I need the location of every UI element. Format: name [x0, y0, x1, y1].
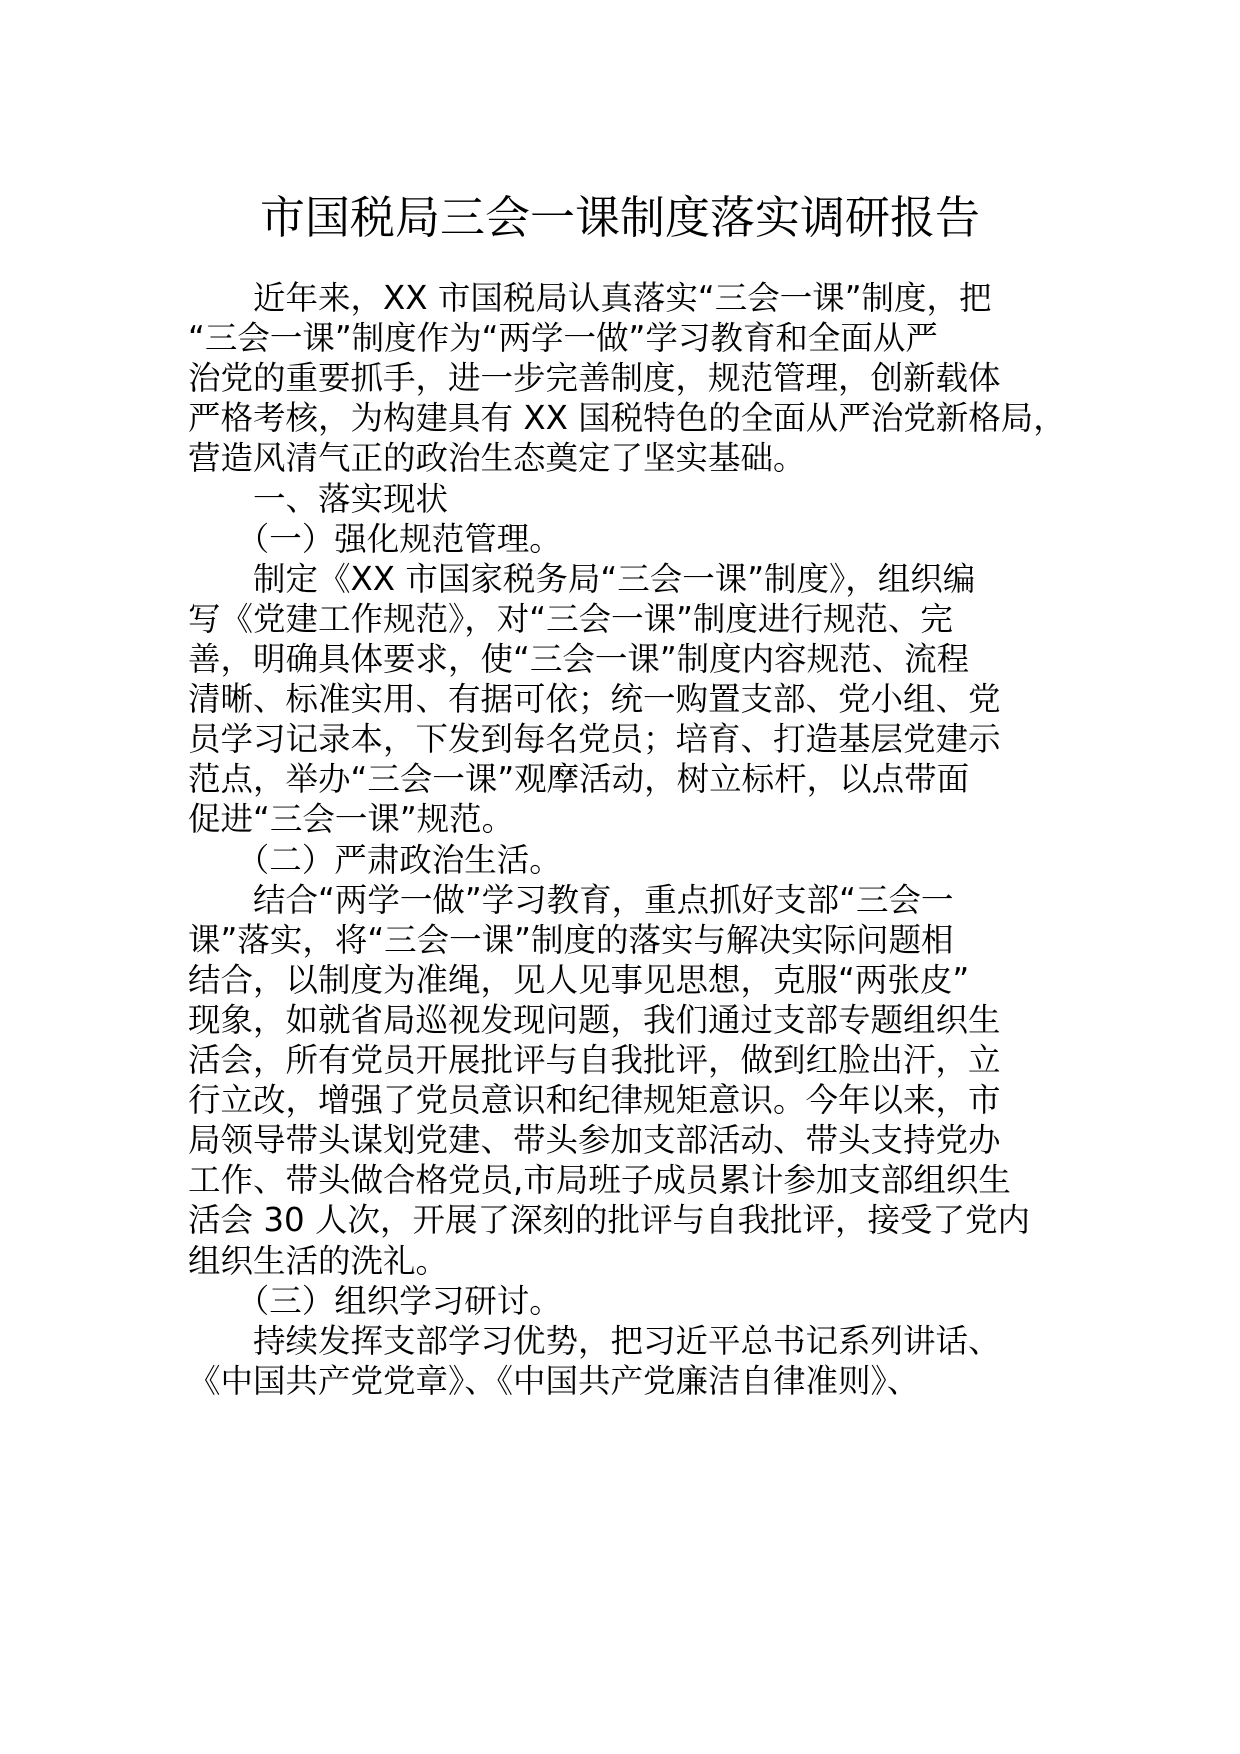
- body-line: 结合，以制度为准绳，见人见事见思想，克服“两张皮”: [188, 961, 970, 999]
- subsection-heading: （一）强化规范管理。: [188, 520, 562, 558]
- section-heading: 一、落实现状: [188, 480, 449, 518]
- body-line: 行立改，增强了党员意识和纪律规矩意识。今年以来，市: [188, 1081, 1001, 1119]
- body-line: 善，明确具体要求，使“三会一课”制度内容规范、流程: [188, 640, 970, 678]
- document-title: 市国税局三会一课制度落实调研报告: [259, 191, 980, 244]
- body-line: 局领导带头谋划党建、带头参加支部活动、带头支持党办: [188, 1121, 1001, 1159]
- body-line: 严格考核，为构建具有 XX 国税特色的全面从严治党新格局，: [188, 399, 1066, 437]
- body-line: 《中国共产党党章》、《中国共产党廉洁自律准则》、: [188, 1362, 920, 1400]
- body-line: 近年来，XX 市国税局认真落实“三会一课”制度，把: [188, 279, 992, 317]
- body-line: 现象，如就省局巡视发现问题，我们通过支部专题组织生: [188, 1001, 1001, 1039]
- body-line: 员学习记录本，下发到每名党员；培育、打造基层党建示: [188, 720, 1001, 758]
- body-line: 治党的重要抓手，进一步完善制度，规范管理，创新载体: [188, 359, 1001, 397]
- body-line: 促进“三会一课”规范。: [188, 800, 515, 838]
- body-line: 写《党建工作规范》，对“三会一课”制度进行规范、完: [188, 600, 953, 638]
- subsection-heading: （三）组织学习研讨。: [188, 1282, 562, 1320]
- body-line: “三会一课”制度作为“两学一做”学习教育和全面从严: [188, 319, 938, 357]
- subsection-heading: （二）严肃政治生活。: [188, 841, 562, 879]
- body-line: 制定《XX 市国家税务局“三会一课”制度》，组织编: [188, 560, 976, 598]
- body-line: 工作、带头做合格党员,市局班子成员累计参加支部组织生: [188, 1161, 1011, 1199]
- body-line: 课”落实，将“三会一课”制度的落实与解决实际问题相: [188, 921, 954, 959]
- body-line: 营造风清气正的政治生态奠定了坚实基础。: [188, 439, 806, 477]
- body-line: 活会 30 人次，开展了深刻的批评与自我批评，接受了党内: [188, 1201, 1031, 1239]
- body-line: 范点，举办“三会一课”观摩活动，树立标杆，以点带面: [188, 760, 970, 798]
- body-line: 清晰、标准实用、有据可依；统一购置支部、党小组、党: [188, 680, 1001, 718]
- body-line: 持续发挥支部学习优势，把习近平总书记系列讲话、: [188, 1322, 1001, 1360]
- body-line: 活会，所有党员开展批评与自我批评，做到红脸出汗，立: [188, 1041, 1001, 1079]
- body-line: 结合“两学一做”学习教育，重点抓好支部“三会一: [188, 881, 954, 919]
- body-line: 组织生活的洗礼。: [188, 1242, 449, 1280]
